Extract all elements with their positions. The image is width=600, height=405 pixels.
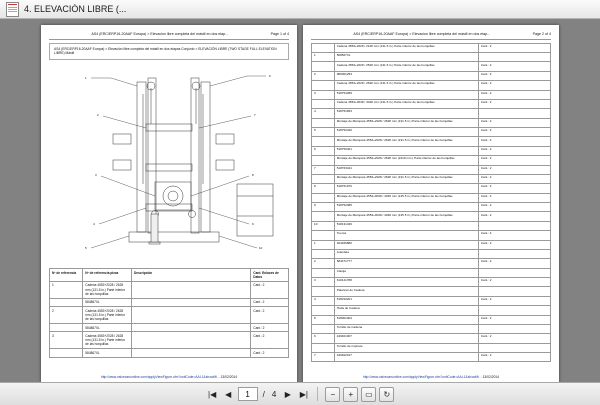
document-viewport[interactable]: [0, 19, 600, 382]
table-row: [312, 353, 551, 362]
table-row: [312, 118, 551, 127]
cell-part-number: Tornillo de Cojinete: [334, 343, 478, 352]
cell-qty: Cant.: 2: [478, 71, 550, 80]
viewer-toolbar: [0, 382, 600, 405]
cell-description: [132, 349, 251, 357]
table-row: [312, 99, 551, 108]
parts-table-left: [49, 268, 289, 357]
cell-qty: Cant.: 2: [478, 315, 550, 324]
cell-qty: Cant.: 2: [251, 332, 289, 349]
table-row: [312, 334, 551, 343]
cell-qty: Cant.: 2: [478, 118, 550, 127]
cell-ref: 3: [50, 332, 83, 349]
cell-part-number: Cadena 4553+0048 / 4048 mm (131.5 in.) Parte inferior de las horquillas: [334, 99, 478, 108]
cell-qty: [478, 343, 550, 352]
svg-text:5: 5: [85, 246, 87, 251]
svg-text:9: 9: [252, 222, 254, 227]
zoom-in-icon[interactable]: +: [343, 387, 358, 402]
cell-part-number: Tornillo de Cadena: [334, 324, 478, 333]
cell-qty: Cant.: 4: [478, 231, 550, 240]
cell-ref: 6: [312, 334, 335, 343]
page-1-breadcrumb: AS4 (ERC/ERP16-20AAF Europa) > Elevación libre completa del mástil en dos etapas Conjunto > ELEVACIÓN LIBRE (TWO STAGE FULL ELEVATION LIBRE) Mástil: [49, 43, 289, 61]
col-header-description: Descripción: [132, 269, 251, 282]
cell-qty: [478, 109, 550, 118]
table-row: [312, 287, 551, 296]
page-2-breadcrumb-header: AS4 (ERC/ERP16-20AAF Europa) > Elevacion libre completa del mástil en dos etap...: [353, 32, 491, 36]
cell-part-number: 518131346: [334, 221, 478, 230]
cell-ref: [312, 99, 335, 108]
cell-description: [132, 324, 251, 332]
cell-ref: [50, 324, 83, 332]
fit-page-icon[interactable]: ▭: [361, 387, 376, 402]
table-row: [312, 62, 551, 71]
table-row: [312, 278, 551, 287]
cell-ref: [312, 268, 335, 277]
cell-qty: Cant.: 2: [251, 307, 289, 324]
parts-table-right: [311, 43, 551, 363]
cell-ref: 2: [312, 259, 335, 268]
svg-text:6: 6: [269, 74, 271, 79]
cell-part-number: Cadena 4553+2028 / 2628 mm (131.5 in.) Parte inferior de las horquillas: [83, 332, 132, 349]
cell-part-number: Montaje de Mampara 4553+2028 / 2628 mm (131.5 in.) Parte inferior de las horquillas: [334, 118, 478, 127]
col-header-qty: Cant. Enlaces de Datos: [251, 269, 289, 282]
table-row: [50, 349, 289, 357]
table-row: [312, 240, 551, 249]
table-row: [312, 128, 551, 137]
cell-ref: 7: [312, 165, 335, 174]
cell-qty: Cant.: 2: [478, 62, 550, 71]
cell-qty: Cant.: 2: [251, 349, 289, 357]
cell-qty: [478, 324, 550, 333]
footer-date: 13/02/2014: [220, 375, 238, 379]
cell-qty: [478, 53, 550, 62]
cell-part-number: 584471777: [334, 259, 478, 268]
cell-ref: 4: [312, 296, 335, 305]
cell-part-number: 518750461: [334, 146, 478, 155]
table-row: [312, 165, 551, 174]
table-row: [312, 315, 551, 324]
cell-part-number: Montaje de Mampara 4553+2028 / 2628 mm (2418 mm.) Parte inferior de las horquillas: [334, 156, 478, 165]
page-separator: /: [262, 389, 265, 399]
table-row: [312, 249, 551, 258]
cell-qty: Cant.: 2: [478, 278, 550, 287]
cell-qty: [478, 306, 550, 315]
cell-qty: Cant.: 2: [478, 212, 550, 221]
table-row: [312, 324, 551, 333]
cell-part-number: 610141788: [334, 278, 478, 287]
cell-part-number: Cadena 4553+2028 / 2628 mm (131.5 in.) Parte inferior de las horquillas: [83, 307, 132, 324]
cell-qty: Cant.: 2: [478, 353, 550, 362]
cell-ref: [312, 343, 335, 352]
cell-ref: [312, 137, 335, 146]
cell-ref: 10: [312, 221, 335, 230]
cell-part-number: Palancar de Cadena: [334, 287, 478, 296]
cell-part-number: 924466880: [334, 240, 478, 249]
cell-ref: 3: [312, 278, 335, 287]
cell-ref: 2: [50, 307, 83, 324]
toolbar-divider: [317, 387, 318, 401]
cell-part-number: 518752485: [334, 203, 478, 212]
footer-url[interactable]: http://www.valvecarsonline.com/applyViewFigure.cfm?unitCode=AAI-1&showMi...: [100, 375, 220, 379]
table-row: [312, 203, 551, 212]
table-row: [50, 298, 289, 306]
zoom-out-icon[interactable]: −: [325, 387, 340, 402]
page-2-header: [311, 32, 551, 40]
cell-part-number: Montaje de Mampara 4553+0048 / 4048 mm (135.5 in.) Parte inferior de las horquillas: [334, 193, 478, 202]
cell-part-number: 584867XL: [83, 298, 132, 306]
cell-qty: Cant.: 2: [478, 296, 550, 305]
cell-ref: 1: [50, 281, 83, 298]
cell-qty: [478, 221, 550, 230]
cell-qty: Cant.: 2: [478, 128, 550, 137]
table-row: [312, 156, 551, 165]
cell-part-number: Cadena 4553+2028 / 2628 mm (131.5 in.) Parte inferior de las horquillas: [83, 281, 132, 298]
page-container: [41, 25, 559, 382]
cell-part-number: 518001004: [334, 315, 478, 324]
cell-part-number: Montaje de Mampara 4553+2028 / 2628 mm (131.5 in.) Parte inferior de las horquillas: [334, 137, 478, 146]
page-number-input[interactable]: 1: [238, 387, 258, 401]
cell-ref: [50, 298, 83, 306]
cell-ref: 1: [312, 240, 335, 249]
table-row: [50, 324, 289, 332]
cell-ref: 1: [312, 53, 335, 62]
cell-part-number: Cadena 4553+2028 / 2628 mm (131.5 in.) Parte inferior de las horquillas: [334, 81, 478, 90]
cell-qty: Cant.: 2: [478, 99, 550, 108]
table-header-row: [50, 269, 289, 282]
cell-qty: Cant.: 2: [251, 281, 289, 298]
cell-ref: [312, 174, 335, 183]
cell-qty: Cant.: 2: [478, 165, 550, 174]
cell-part-number: 449402017: [334, 353, 478, 362]
cell-part-number: Hoda de Cadena: [334, 306, 478, 315]
cell-ref: [312, 287, 335, 296]
svg-text:8: 8: [252, 173, 254, 178]
svg-text:1: 1: [85, 76, 87, 81]
cell-part-number: 518751653: [334, 109, 478, 118]
cell-ref: 8: [312, 184, 335, 193]
cell-part-number: Montaje de Mampara 4553+0048 / 4048 mm (135.5 in.) Parte inferior de las horquillas: [334, 212, 478, 221]
cell-qty: Cant.: 2: [478, 81, 550, 90]
rotate-icon[interactable]: ↻: [379, 387, 394, 402]
cell-qty: Cant.: 2: [478, 43, 550, 52]
svg-text:4: 4: [93, 222, 95, 227]
table-row: [312, 268, 551, 277]
table-row: [50, 307, 289, 324]
cell-part-number: 980001253: [334, 71, 478, 80]
footer-date: 13/02/2014: [482, 375, 500, 379]
cell-qty: Cant.: 2: [478, 334, 550, 343]
cell-ref: [312, 62, 335, 71]
cell-ref: [312, 118, 335, 127]
table-row: [312, 71, 551, 80]
table-row: [312, 231, 551, 240]
svg-text:3: 3: [95, 173, 97, 178]
last-page-icon[interactable]: ▶|: [299, 389, 308, 399]
page-2-footer: [303, 375, 559, 379]
table-row: [312, 193, 551, 202]
svg-text:10: 10: [259, 246, 263, 251]
pdf-document-icon: [6, 2, 19, 17]
table-row: [312, 212, 551, 221]
cell-part-number: 518010201: [334, 296, 478, 305]
cell-qty: [478, 249, 550, 258]
previous-page-icon[interactable]: ◀: [225, 389, 232, 399]
table-row: [312, 81, 551, 90]
cell-qty: Cant.: 2: [478, 146, 550, 155]
cell-ref: [312, 43, 335, 52]
cell-qty: Cant.: 2: [478, 90, 550, 99]
cell-qty: Cant.: 2: [478, 174, 550, 183]
window-titlebar: [0, 0, 600, 19]
page-1-header: [49, 32, 289, 40]
cell-description: [132, 332, 251, 349]
table-row: [312, 221, 551, 230]
cell-qty: Cant.: 2: [251, 298, 289, 306]
cell-ref: [312, 249, 335, 258]
cell-qty: Cant.: 2: [478, 203, 550, 212]
parts-table-right-body: [312, 43, 551, 362]
cell-ref: [312, 212, 335, 221]
cell-ref: 6: [312, 146, 335, 155]
cell-part-number: 518763441: [334, 165, 478, 174]
cell-ref: [312, 193, 335, 202]
cell-ref: 9: [312, 203, 335, 212]
table-row: [312, 296, 551, 305]
page-1-label: Page 1 of 4: [270, 32, 289, 36]
page-1-footer: [41, 375, 297, 379]
cell-part-number: Montaje de Mampara 4553+2028 / 2628 mm (131.5 in.) Parte inferior de las horquillas: [334, 174, 478, 183]
cell-ref: 7: [312, 353, 335, 362]
cell-qty: Cant.: 2: [478, 259, 550, 268]
cell-ref: [312, 231, 335, 240]
window-title: 4. ELEVACIÓN LIBRE (...: [24, 4, 127, 14]
cell-ref: 4: [312, 109, 335, 118]
cell-qty: [478, 287, 550, 296]
cell-ref: [50, 349, 83, 357]
table-row: [312, 306, 551, 315]
first-page-icon[interactable]: |◀: [208, 389, 217, 399]
cell-part-number: Cadena 4553+2028 / 2528 mm (131.5 in.) Parte inferior de las horquillas: [334, 62, 478, 71]
cell-ref: 3: [312, 90, 335, 99]
cell-ref: [312, 81, 335, 90]
table-row: [312, 137, 551, 146]
page-1: [41, 25, 297, 382]
table-row: [50, 281, 289, 298]
cell-qty: Cant.: 2: [478, 156, 550, 165]
svg-text:7: 7: [254, 113, 256, 118]
page-2: [303, 25, 559, 382]
col-header-part-number: Nº de referencia pieza: [83, 269, 132, 282]
cell-qty: Cant.: 2: [478, 240, 550, 249]
page-2-label: Page 2 of 4: [532, 32, 551, 36]
table-row: [312, 53, 551, 62]
cell-qty: Cant.: 2: [478, 193, 550, 202]
exploded-parts-diagram: [51, 64, 287, 264]
table-row: [312, 146, 551, 155]
table-row: [312, 259, 551, 268]
cell-qty: Cant.: 2: [478, 184, 550, 193]
table-row: [312, 90, 551, 99]
cell-part-number: 508567XL: [334, 53, 478, 62]
svg-text:2: 2: [97, 113, 99, 118]
cell-description: [132, 307, 251, 324]
cell-ref: 5: [312, 128, 335, 137]
cell-ref: [312, 324, 335, 333]
table-row: [312, 184, 551, 193]
cell-qty: Cant.: 2: [251, 324, 289, 332]
total-pages-label: 4: [271, 389, 277, 399]
cell-part-number: 518754389: [334, 90, 478, 99]
table-row: [312, 109, 551, 118]
cell-description: [132, 298, 251, 306]
cell-ref: [312, 156, 335, 165]
next-page-icon[interactable]: ▶: [284, 389, 291, 399]
cell-part-number: 518761970: [334, 184, 478, 193]
cell-part-number: 584867XL: [83, 349, 132, 357]
cell-part-number: Cadena 4553+2028 / 2128 mm (131.5 in.) Parte inferior de las horquillas: [334, 43, 478, 52]
cell-description: [132, 281, 251, 298]
cell-part-number: 518752420: [334, 128, 478, 137]
table-row: [312, 343, 551, 352]
table-row: [312, 174, 551, 183]
cell-part-number: Arandela: [334, 249, 478, 258]
mast-assembly-drawing: [51, 64, 289, 262]
cell-ref: 2: [312, 71, 335, 80]
col-header-ref: Nº de referencia: [50, 269, 83, 282]
cell-part-number: 449401007: [334, 334, 478, 343]
parts-table-left-body: [50, 281, 289, 357]
cell-part-number: Tuerca: [334, 231, 478, 240]
cell-qty: [478, 268, 550, 277]
cell-part-number: 584867XL: [83, 324, 132, 332]
table-row: [312, 43, 551, 52]
footer-url[interactable]: http://www.valvecarsonline.com/applyViewFigure.cfm?unitCode=AAI-1&showMi...: [362, 375, 482, 379]
page-1-breadcrumb-header: AS4 (ERC/ERP16-20AAF Europa) > Elevacion libre completa del mástil en dos etap...: [91, 32, 229, 36]
cell-qty: Cant.: 2: [478, 137, 550, 146]
table-row: [50, 332, 289, 349]
cell-ref: 5: [312, 315, 335, 324]
cell-part-number: Clavija: [334, 268, 478, 277]
cell-ref: [312, 306, 335, 315]
